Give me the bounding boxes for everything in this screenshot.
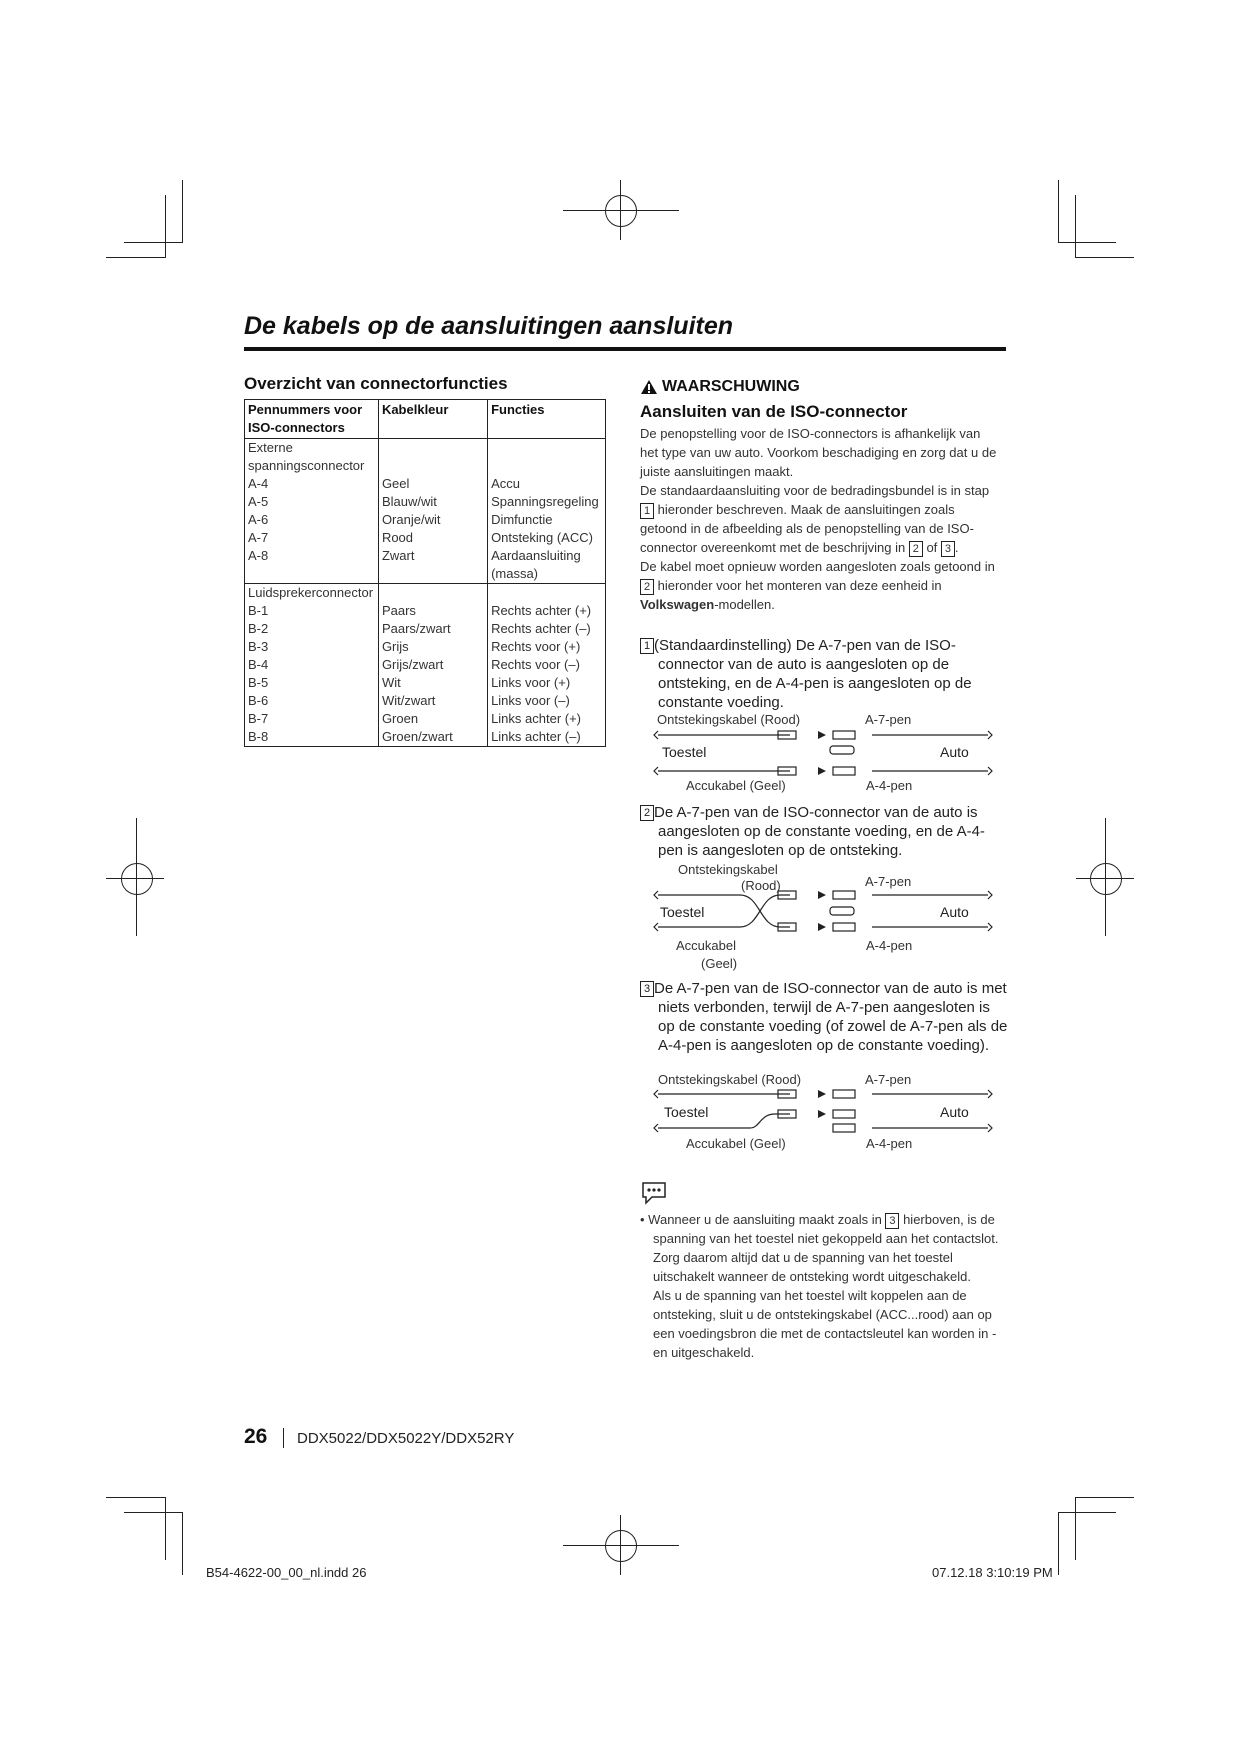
wiring-diagram-3 bbox=[640, 1070, 1000, 1160]
table-cell: A-7 bbox=[248, 530, 269, 545]
table-cell: Links voor (–) bbox=[491, 693, 570, 708]
footer-divider bbox=[283, 1428, 284, 1448]
table-cell: Aardaansluiting (massa) bbox=[491, 548, 581, 581]
warning-heading: Aansluiten van de ISO-connector bbox=[640, 402, 908, 421]
overview-heading: Overzicht van connectorfuncties bbox=[244, 374, 508, 393]
table-cell: Links achter (+) bbox=[491, 711, 582, 726]
table-cell: Grijs bbox=[381, 639, 409, 654]
table-cell: B-8 bbox=[248, 729, 269, 744]
table-cell: Dimfunctie bbox=[491, 512, 553, 527]
table-cell: A-8 bbox=[248, 548, 269, 563]
step-ref-3: 3 bbox=[941, 541, 955, 557]
table-cell: B-6 bbox=[248, 693, 269, 708]
table-cell: Links voor (+) bbox=[491, 675, 571, 690]
page-number: 26 bbox=[244, 1425, 268, 1448]
note-icon bbox=[640, 1180, 668, 1211]
warning-body bbox=[640, 424, 1000, 614]
diagram-label: Toestel bbox=[664, 1104, 709, 1120]
diagram-label: Toestel bbox=[662, 744, 707, 760]
table-cell: Rood bbox=[381, 530, 414, 545]
step-2-text: 2 De A-7-pen van de ISO-connector van de auto is aangesloten op de constante voeding, en de A-4-pen is aangesloten op de ontsteking. bbox=[640, 803, 1008, 860]
table-cell: Wit/zwart bbox=[381, 693, 436, 708]
connector-table bbox=[244, 399, 606, 747]
diagram-label: Toestel bbox=[660, 904, 705, 920]
table-cell: Paars bbox=[381, 603, 416, 618]
table-cell: Ontsteking (ACC) bbox=[491, 530, 593, 545]
diagram-label: (Rood) bbox=[741, 878, 781, 893]
diagram-label: Accukabel (Geel) bbox=[686, 1136, 786, 1151]
column-header: Kabelkleur bbox=[378, 400, 487, 439]
diagram-label: A-7-pen bbox=[865, 712, 912, 727]
step-1-diagram bbox=[640, 708, 1000, 798]
table-cell: Oranje/wit bbox=[381, 512, 441, 527]
table-cell: A-4 bbox=[248, 476, 269, 491]
diagram-label: Accukabel (Geel) bbox=[686, 778, 786, 793]
step-2-diagram bbox=[640, 860, 1000, 975]
table-cell: B-3 bbox=[248, 639, 269, 654]
diagram-label: Auto bbox=[940, 904, 969, 920]
warning-icon bbox=[640, 379, 658, 395]
diagram-label: (Geel) bbox=[701, 956, 738, 971]
table-cell: Spanningsregeling bbox=[491, 494, 599, 509]
warning-paragraph: De kabel moet opnieuw worden aangesloten zoals getoond in 2 hieronder voor het monteren van deze eenheid in Volkswagen-modellen. bbox=[640, 559, 995, 612]
step-3-text: 3 De A-7-pen van de ISO-connector van de auto is met niets verbonden, terwijl de A-7-pen aangesloten is op de constante voeding (of zowel de A-7-pen als de A-4-pen is aangesloten op de constante voeding). bbox=[640, 979, 1008, 1055]
column-header: Pennummers voor ISO-connectors bbox=[245, 400, 379, 439]
group-name: Luidsprekerconnector bbox=[248, 585, 374, 600]
group-name: Externe spanningsconnector bbox=[248, 440, 365, 473]
column-header: Functies bbox=[488, 400, 606, 439]
step-ref-1: 1 bbox=[640, 503, 654, 519]
diagram-label: A-4-pen bbox=[866, 938, 913, 953]
slug-right: 07.12.18 3:10:19 PM bbox=[932, 1565, 1053, 1580]
step-ref-2: 2 bbox=[640, 579, 654, 595]
table-cell: B-5 bbox=[248, 675, 269, 690]
warning-paragraph: De standaardaansluiting voor de bedradingsbundel is in stap 1 hieronder beschreven. Maak de aansluitingen zoals getoond in de afbeelding als de penopstelling van de ISO-connector overeenkomt met de beschrijving in 2 of 3 . bbox=[640, 483, 990, 555]
slug-left: B54-4622-00_00_nl.indd 26 bbox=[206, 1565, 367, 1580]
table-cell: Paars/zwart bbox=[381, 621, 451, 636]
table-cell: Wit bbox=[381, 675, 401, 690]
diagram-label: Auto bbox=[940, 1104, 969, 1120]
diagram-label: A-4-pen bbox=[866, 778, 913, 793]
warning-label: WAARSCHUWING bbox=[640, 378, 800, 396]
diagram-label: Ontstekingskabel (Rood) bbox=[658, 1072, 802, 1087]
diagram-label: A-7-pen bbox=[865, 1072, 912, 1087]
table-cell: Accu bbox=[491, 476, 520, 491]
wiring-diagram-1 bbox=[640, 708, 1000, 798]
step-3-diagram bbox=[640, 1070, 1000, 1160]
table-group bbox=[245, 584, 606, 747]
title-rule bbox=[244, 347, 1006, 351]
page-title: De kabels op de aansluitingen aansluiten bbox=[244, 312, 734, 340]
table-cell: Zwart bbox=[381, 548, 415, 563]
table-cell: B-7 bbox=[248, 711, 269, 726]
model-names: DDX5022/DDX5022Y/DDX52RY bbox=[297, 1430, 515, 1447]
table-cell: Rechts achter (+) bbox=[491, 603, 592, 618]
step-1-text: 1 (Standaardinstelling) De A-7-pen van de ISO-connector van de auto is aangesloten op de ontsteking, en de A-4-pen is aangesloten op de constante voeding. bbox=[640, 636, 1008, 712]
table-cell: Rechts voor (+) bbox=[491, 639, 581, 654]
table-cell: A-6 bbox=[248, 512, 269, 527]
table-cell: Geel bbox=[381, 476, 410, 491]
warning-paragraph: De penopstelling voor de ISO-connectors is afhankelijk van het type van uw auto. Voorkom beschadiging en zorg dat u de juiste aansluitingen maakt. bbox=[640, 426, 997, 479]
diagram-label: Accukabel bbox=[676, 938, 736, 953]
diagram-label: A-4-pen bbox=[866, 1136, 913, 1151]
table-cell: Rechts achter (–) bbox=[491, 621, 591, 636]
table-group bbox=[245, 439, 606, 584]
table-cell: Groen/zwart bbox=[381, 729, 453, 744]
table-cell: A-5 bbox=[248, 494, 269, 509]
table-cell: B-2 bbox=[248, 621, 269, 636]
diagram-label: Ontstekingskabel bbox=[678, 862, 778, 877]
table-header-row bbox=[245, 400, 606, 439]
table-cell: Rechts voor (–) bbox=[491, 657, 580, 672]
wiring-diagram-2 bbox=[640, 860, 1000, 975]
diagram-label: A-7-pen bbox=[865, 874, 912, 889]
step-ref-2: 2 bbox=[909, 541, 923, 557]
diagram-label: Auto bbox=[940, 744, 969, 760]
table-cell: Groen bbox=[381, 711, 419, 726]
note-bullet: • Wanneer u de aansluiting maakt zoals in 3 hierboven, is de spanning van het toestel niet gekoppeld aan het contactslot. Zorg daarom altijd dat u de spanning van het toestel uitschakelt wanneer de ontsteking wordt uitgeschakeld. bbox=[640, 1212, 999, 1284]
table-cell: Links achter (–) bbox=[491, 729, 581, 744]
note-text bbox=[640, 1210, 1002, 1362]
note-paragraph: Als u de spanning van het toestel wilt koppelen aan de ontsteking, sluit u de ontstekingskabel (ACC...rood) aan op een voedingsbron die met de contactsleutel kan worden in - en uitgeschakeld. bbox=[653, 1288, 997, 1360]
table-cell: B-1 bbox=[248, 603, 269, 618]
table-cell: Blauw/wit bbox=[381, 494, 437, 509]
diagram-label: Ontstekingskabel (Rood) bbox=[657, 712, 801, 727]
table-cell: B-4 bbox=[248, 657, 269, 672]
table-cell: Grijs/zwart bbox=[381, 657, 444, 672]
